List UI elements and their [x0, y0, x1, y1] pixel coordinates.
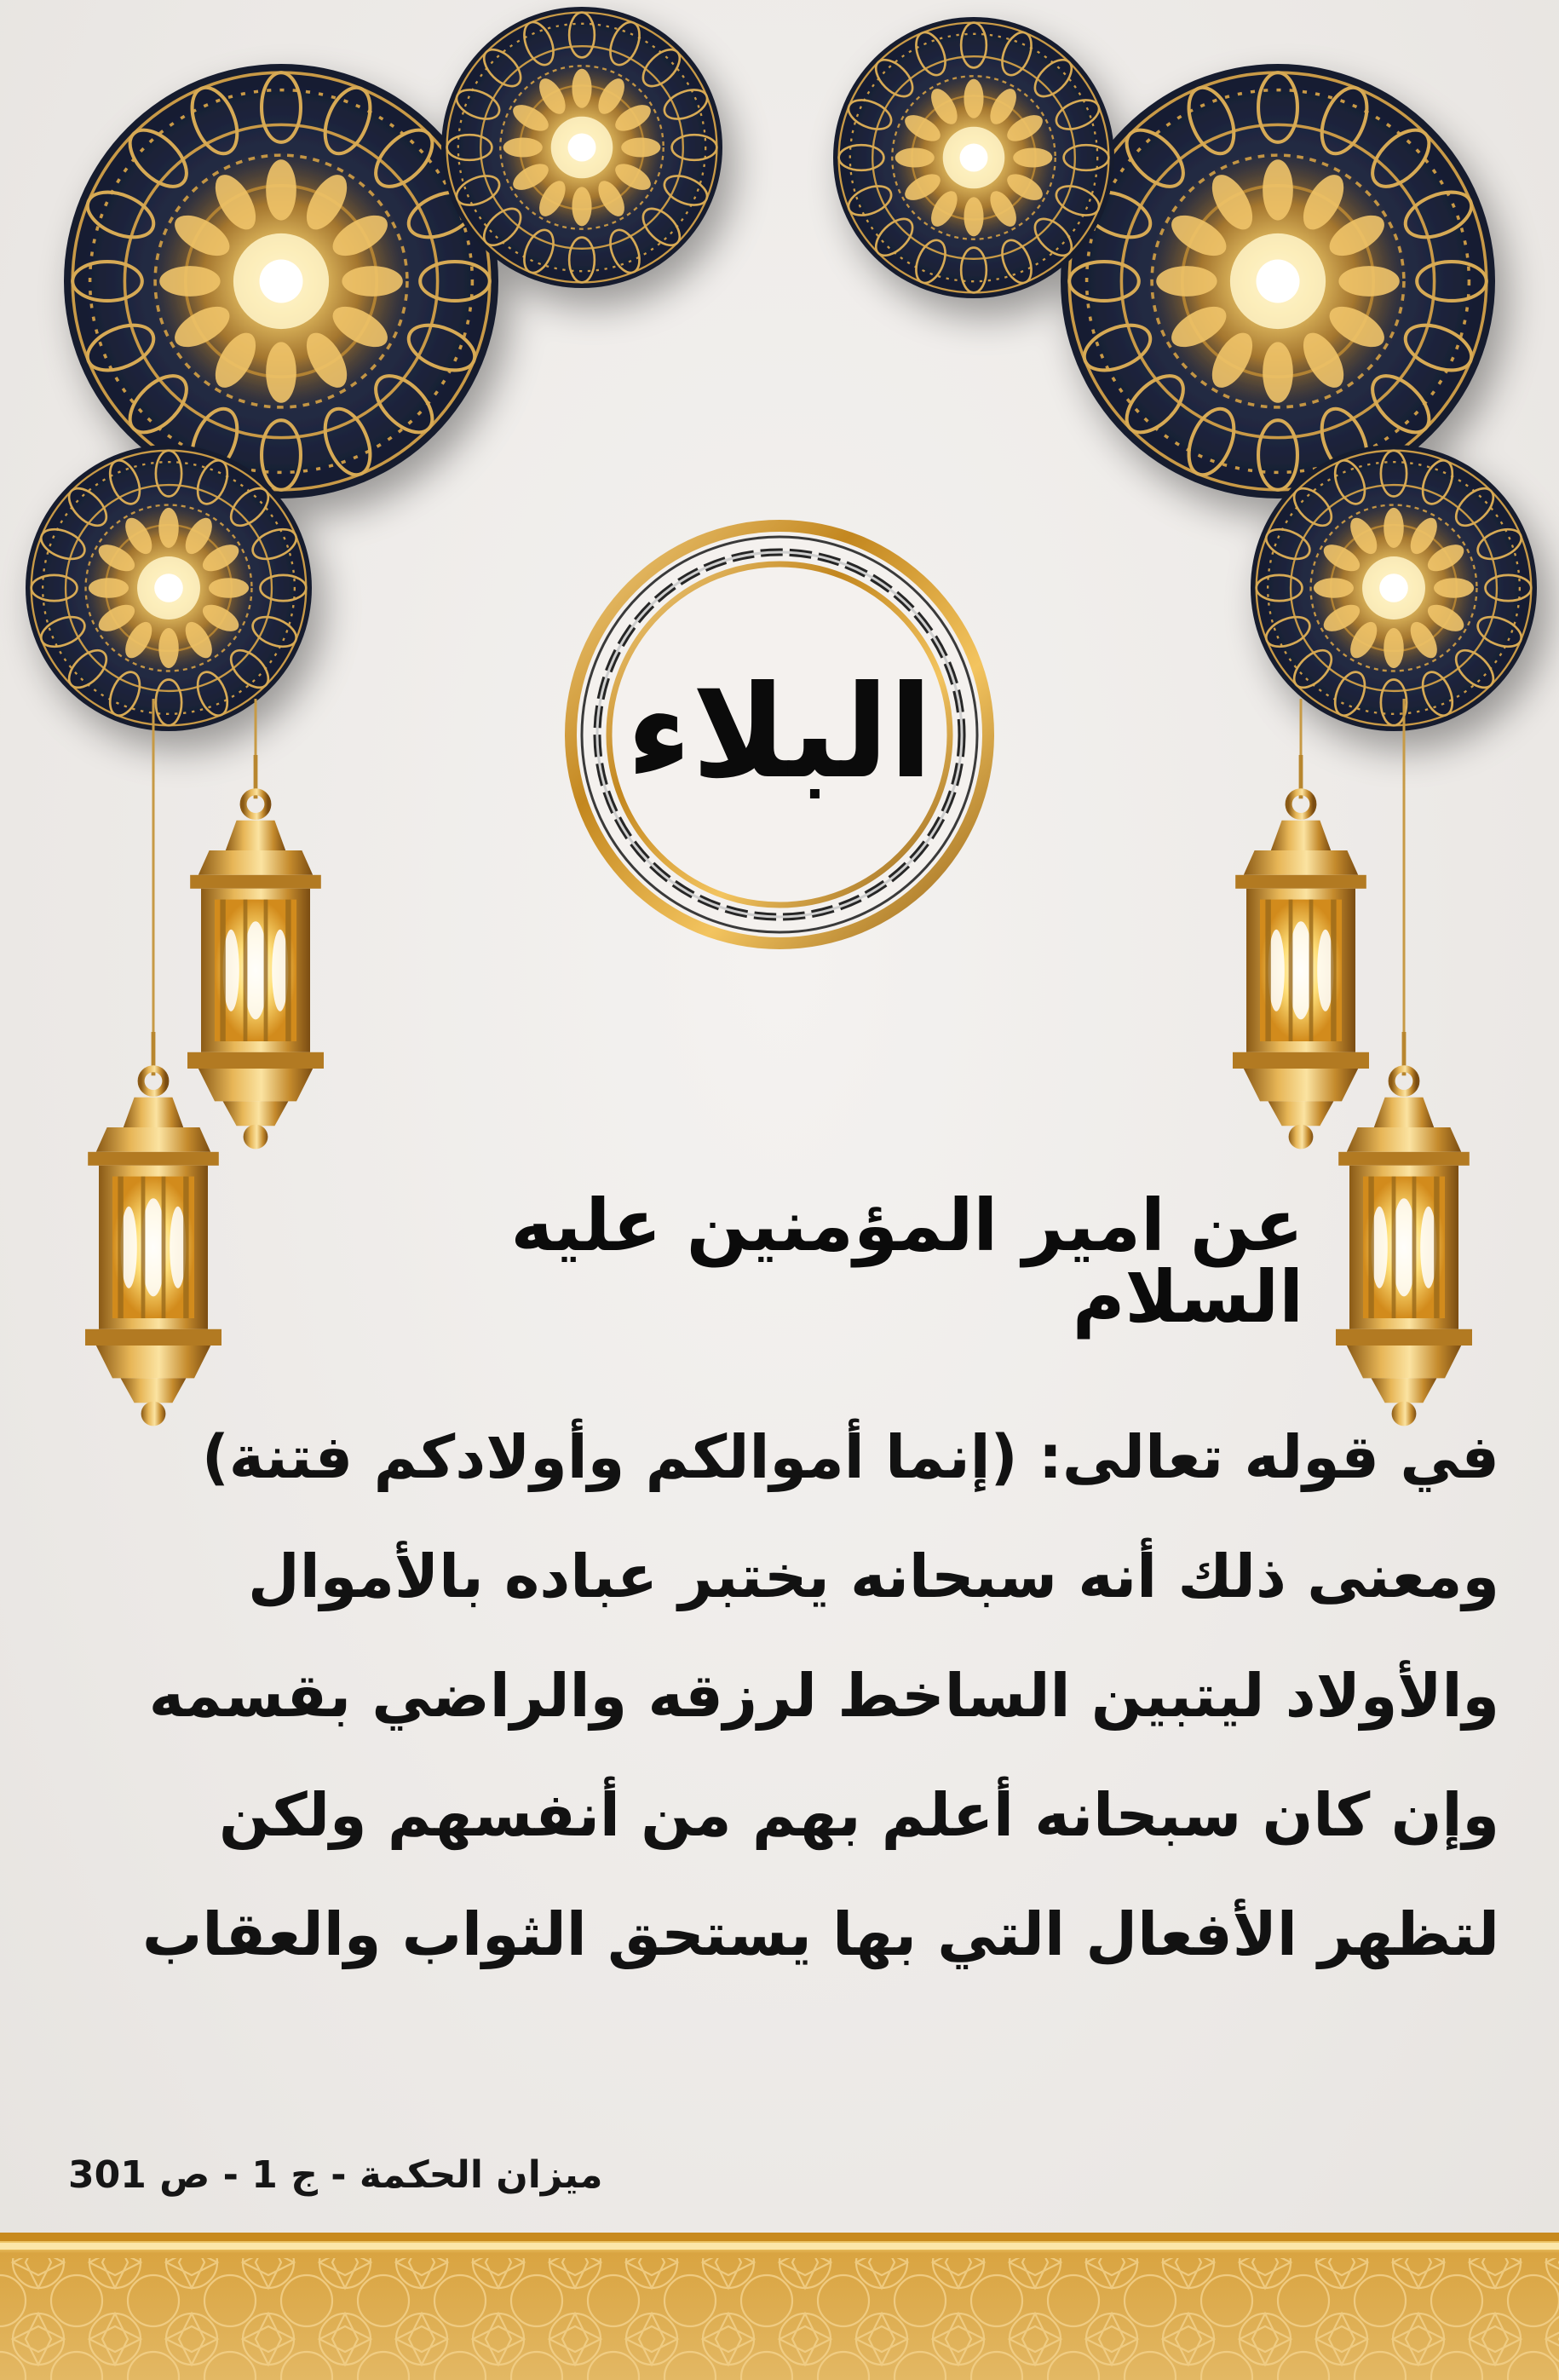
quote-line: في قوله تعالى: (إنما أموالكم وأولادكم فتنة): [201, 1422, 1499, 1492]
quote-block: [128, 1397, 1499, 1994]
quote-line: وإن كان سبحانه أعلم بهم من أنفسهم ولكن: [219, 1780, 1499, 1850]
quote-line: والأولاد ليتبين الساخط لرزقه والراضي بقسمه: [148, 1661, 1499, 1731]
source-citation: ميزان الحكمة - ج 1 - ص 301: [68, 2153, 603, 2197]
page-title: البلاء: [626, 659, 933, 807]
quote-line: لتظهر الأفعال التي بها يستحق الثواب والعقاب: [142, 1899, 1499, 1969]
bottom-ornament-band: [0, 2233, 1559, 2380]
subtitle: عن امير المؤمنين عليه السلام: [510, 1184, 1303, 1339]
quote-line: ومعنى ذلك أنه سبحانه يختبر عباده بالأموال: [248, 1542, 1499, 1611]
